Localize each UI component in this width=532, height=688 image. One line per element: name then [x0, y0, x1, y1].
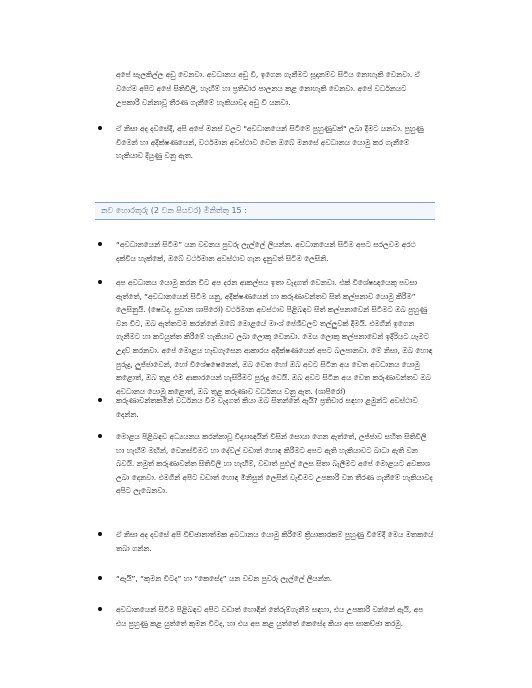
list-item — [98, 572, 434, 586]
list-item — [98, 122, 434, 163]
list-item — [98, 394, 434, 421]
bullet-icon — [98, 280, 102, 284]
list-item-text: ඒ නිසා අද දවසේ අපි විච්ඡානාත්මක අවධානය යොමු කිරීමේ ක්‍රියාකාරකම් පුහුණු වීමේදී මෙය මතකයේ තබා ගන්න. — [116, 530, 434, 553]
list-item-text: මොළය පිළිබඳව අධ්‍යයනය කරන්නාවූ විද්‍යාඥයින් විසින් සොයා ගෙන ඇත්තේ, ලජ්ජාව සහිත සිතිවිලි හා හැඟීම් මඟින්, වෙනස්වීමට හා දේවල් වඩාත් හොඳ කිරීමට අපට ඇති හැකියාවට බාධා ඇති වන බවයි. නමුත් කරුණාවන්ත සිතිවිලි හා හැඟීම්, වඩාත් පුළුල් ලෙස සිතා බැලීමට අපේ මොළයට අවකාශ ලබා දෙනවා. එමගින් අපිට වඩාත් හොඳ මිනිසුන් ලෙසින් වැඩීමට උපකාරී වන තීරණ ගැනීමේ හැකියාවද අපිට ලැබෙනවා. — [116, 432, 433, 496]
section-heading-bar — [95, 202, 435, 220]
bullet-icon — [98, 607, 102, 611]
intro-paragraph: අපේ සැලකිල්ල අඩු වෙනවා. අවධානය අඩු වී, ඉගෙන ගැනීමට සූදානම්ව සිටිය නොහැකි වෙනවා. ඒ වගේම අපිට අපේ සිතිවිලි, හැඟීම් හා ප්‍රතිචාර පාලනය කළ නොහැකි වෙනවා. අපේ වර්ධනයට උපකාරී වන්නාවූ තීරණ ගැනීමේ හැකියාවද අඩු වී යනවා. — [116, 70, 421, 107]
list-item — [98, 528, 434, 555]
bullet-icon — [98, 434, 102, 438]
list-item-text: අවධානයෙන් සිටීම පිළිබඳව අපිට වඩාත් හොඳින් තේරුම්ගැනීම සඳහා, එය උපකාරී වන්නේ ඇයි, අප එය පුහුණු කළ යුත්තේ කුමන විටද, හා එය අප කළ යුත්තේ කෙසේද කියා අප සාකච්ඡා කරමු. — [116, 605, 424, 628]
list-item — [98, 430, 434, 498]
list-item-text: “අවධානයෙන් සිටීම” යන වචනය පුවරු ලැල්ලේ ලියන්න. අවධානයෙන් සිටීම අපට සරලවම අරථ දක්විය හැක්කේ, ඔබේ වර්ථමාන අවස්ථාව ගැන දැනුවත් සිටීම ලෙසිනි. — [116, 240, 416, 263]
list-item — [98, 238, 434, 265]
list-item-text: “ඇයි”, “කුමන විටද” හා “කෙසේද” යන වචන පුවරු ලැල්ලේ ලියන්න. — [116, 574, 333, 583]
section-heading: නව හොරතුරු (2 වන පියවර) මිනිත්තු 15 : — [101, 206, 247, 215]
bullet-icon — [98, 532, 102, 536]
list-item-text: ඒ නිසා අද දවසේදී, අපි අපේ මනස් වලට "අවධානයෙන් සිටීමේ පුහුණුවක්" ලබා දීමට යනවා. පුහුණු වීමෙන් හා අදීක්ෂණයෙන්, වර්ථමාන අවස්ථාව වෙත ඔබේ මනසේ අවධානය යොමු කර ගැනීමේ හැකියාව දියුණු වනු ඇත. — [116, 124, 424, 161]
bullet-icon — [98, 126, 102, 130]
list-item — [98, 603, 434, 630]
list-item — [98, 276, 434, 398]
bullet-icon — [98, 576, 102, 580]
bullet-icon — [98, 242, 102, 246]
bullet-icon — [98, 398, 102, 402]
list-item-text: කරුණාවන්තකමින් වර්ධනය වීම වැදගත් කියා ඔබ සිතන්නේ ඇයි? ප්‍රතිචාර සඳහා ළමුන්ට අවස්ථාව දෙන්න. — [116, 396, 418, 419]
list-item-text: අප අවධානය යොමු කරන විට අප දරන ආකල්පය ඉතා වැදගත් වෙනවා. එක් විශේෂඥයෙකු පවසා ඇත්තේ, “අවධානයෙන් සිටීම යනු, අදීක්ෂණයෙන් හා කරුණාවන්තව සිත් කල්පනාව යොමු කිරීම” ලෙසිනුයි. (ෂෙවදා. සුවාන ශාපිරෝ) වර්ථමාන අවස්ථාව පිළිබඳව සිත් කල්පනාවෙන් සිටීමට ඔබ පුහුණු වන විට, ඔබ ඇත්තටම කරන්නේ ඔබේ මොළයේ මාංශ් පේශීවලට තල්ලුවක් දීමයි. එමගින් ඉගෙන ගැනීමට හා කටයුත්ත කිරීමේ හැකියාව ලබා ලොකු වෙනවා. මෙය ලොකු කල්පනාවෙන් ඉදිරියට යෑමට උදව් කරනවා. අපේ මොළය හැඩගැසෙන ආකාරය අදීක්ෂණයෙන් අපට බලපානවා. මේ නිසා, ඔබ හොඳ පුරුදු, ලුජ්ජාවෙන්, හෝ විශේෂෂෙනෙන්, ඔබ වෙත හෝ ඔබ අවට සිටින අය වෙත අවධානය යොමු කළොත්, ඔබ තුළ එම ආකාරයෙන් හැසිරීමට පුරුදු වෙයි. ඔබ අවට සිටින අය වෙත කරුණාවන්තව ඔබ අවධානය යොමු කළොත්, ඔබ තුළ කරුණාව වර්ධනය වනු ඇත. (ශාපිරෝ) — [116, 278, 433, 396]
